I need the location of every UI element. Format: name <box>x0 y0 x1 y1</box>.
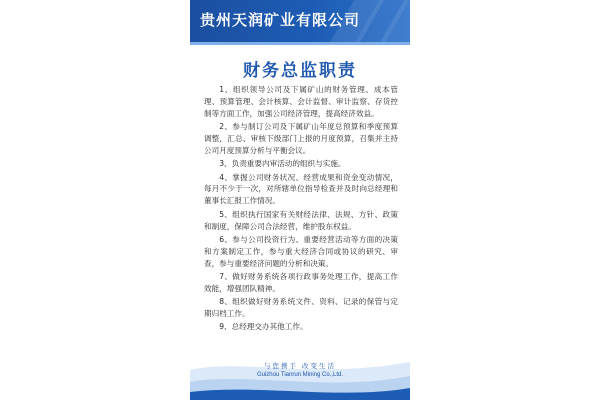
duty-item: 9、总经理交办其他工作。 <box>219 322 308 332</box>
duty-item: 7、做好财务系统各项行政事务处理工作，提高工作效能，增强团队精神。 <box>204 271 398 293</box>
header-bar <box>190 0 410 42</box>
page-title: 财务总监职责 <box>243 61 357 81</box>
duties-list <box>204 84 398 335</box>
footer-english-name: Guizhou Tianrun Mining Co.,Ltd. <box>256 372 344 378</box>
header-underline <box>190 42 410 45</box>
duty-item: 8、组织做好财务系统文件、资料、记录的保管与定期归档工作。 <box>204 297 398 319</box>
job-description-poster <box>190 0 410 400</box>
duty-item: 5、组织执行国家有关财经法律、法规、方针、政策和制度，保障公司合法经营，维护股东权益。 <box>204 209 398 231</box>
duty-item: 3、负责重要内审活动的组织与实施。 <box>219 159 346 169</box>
footer-slogan: 与您携手 改变生活 <box>263 362 337 370</box>
bottom-wave-decoration <box>190 340 410 400</box>
duty-item: 2、参与制订公司及下属矿山年度总预算和季度预算调整，汇总、审核下级部门上报的月度预算，召集并主持公司月度预算分析与平衡会议。 <box>204 122 398 155</box>
duty-item: 6、参与公司投资行为、重要经营活动等方面的决策和方案制定工作，参与重大经济合同或协议的研究、审查，参与重要经济问题的分析和决策。 <box>204 234 398 268</box>
right-margin <box>410 0 600 400</box>
company-name: 贵州天润矿业有限公司 <box>200 11 361 29</box>
duty-item: 4、掌握公司财务状况、经营成果和资金变动情况，每月不少于一次，对所辖单位指导检查并及时向总经理和董事长汇报工作情况。 <box>204 172 398 206</box>
left-margin <box>0 0 190 400</box>
duty-item: 1、组织领导公司及下属矿山的财务管理、成本管理、预算管理、会计核算、会计监督、审计监察、存货控制等方面工作，加强公司经济管理，提高经济效益。 <box>204 85 398 118</box>
